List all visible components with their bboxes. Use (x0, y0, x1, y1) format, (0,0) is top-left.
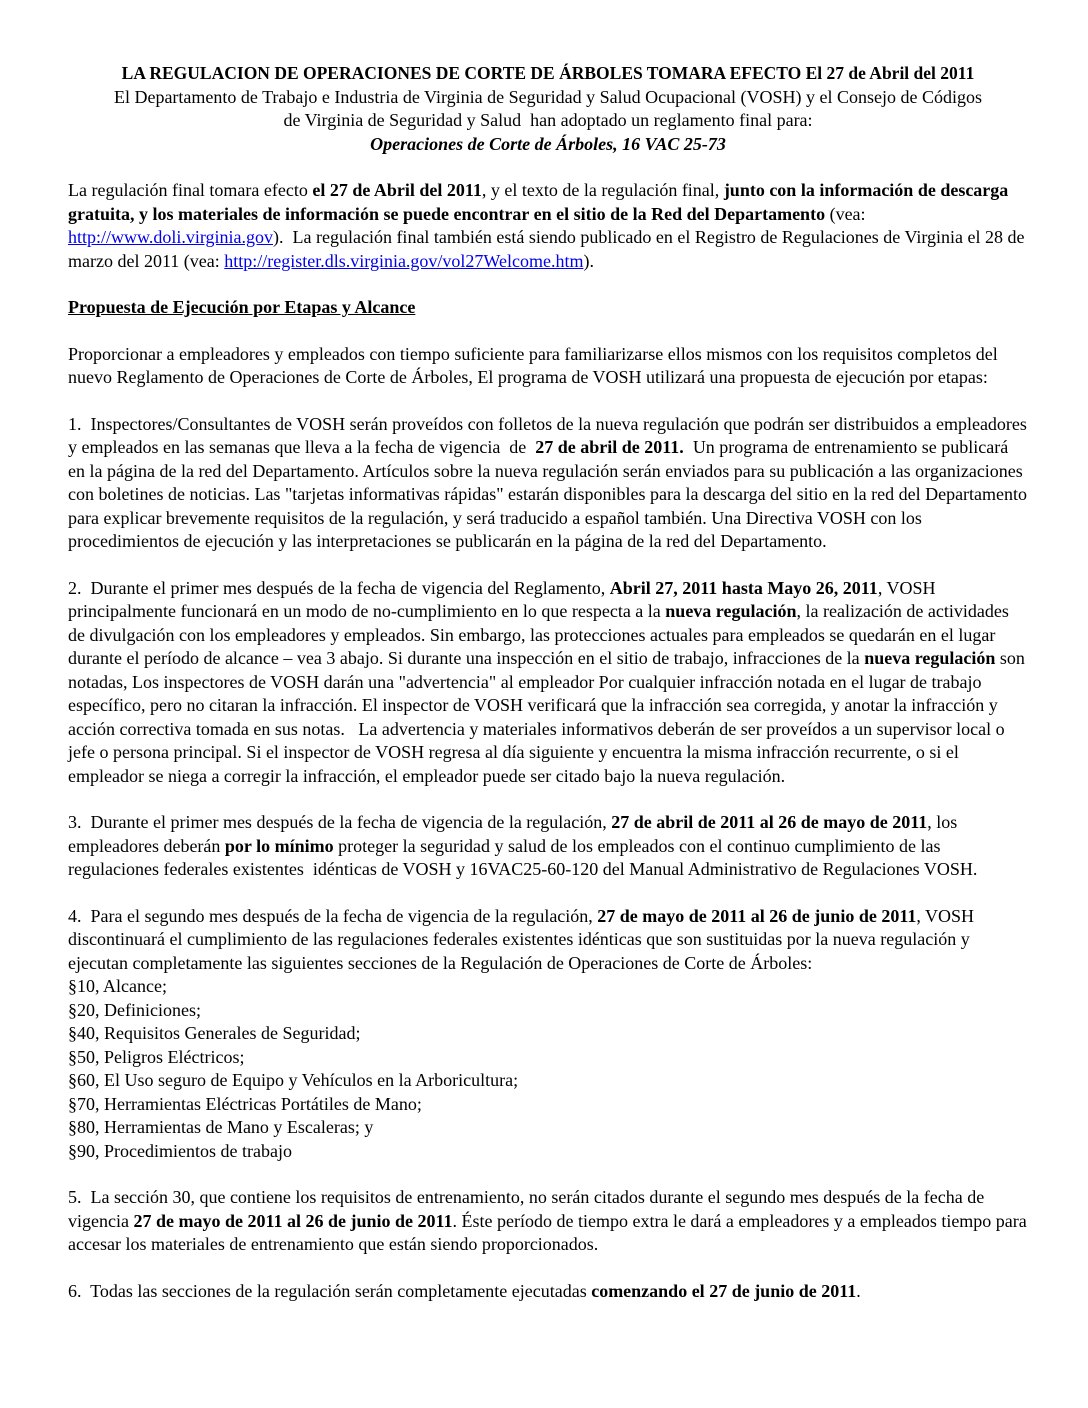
text-run: §70, Herramientas Eléctricas Portátiles de Mano; (68, 1093, 422, 1114)
document-subtitle-line-1 (68, 86, 1028, 110)
regulation-section-10 (68, 975, 1028, 999)
emphasized-text: el 27 de Abril del 2011 (312, 180, 482, 200)
regulation-section-40 (68, 1022, 1028, 1046)
text-run: , VOSH discontinuará el cumplimiento de las regulaciones federales existentes idénticas que son sustituidas por la nueva regulación y ejecutan completamente las siguientes secciones de la Regulación de Operaciones de Corte de Árboles: (68, 905, 979, 973)
text-run: 6. Todas las secciones de la regulación serán completamente ejecutadas (68, 1280, 592, 1301)
emphasized-text: comenzando el 27 de junio de 2011 (591, 1280, 857, 1301)
emphasized-text: Operaciones de Corte de Árboles, 16 VAC 25-73 (370, 133, 726, 154)
text-run: §40, Requisitos Generales de Seguridad; (68, 1023, 361, 1043)
text-run: , y el texto de la regulación final, (481, 180, 724, 200)
emphasized-text: 27 de mayo de 2011 al 26 de junio de 2011 (133, 1210, 453, 1231)
text-run: ). (583, 250, 594, 271)
text-run: Proporcionar a empleadores y empleados con tiempo suficiente para familiarizarse ellos mismos con los requisitos completos del nuevo Reglamento de Operaciones de Corte de Árboles, El programa de VOSH utilizará una propuesta de ejecución por etapas: (68, 343, 1003, 387)
text-run: (vea: (825, 203, 871, 224)
text-run: §90, Procedimientos de trabajo (68, 1140, 292, 1161)
intro-paragraph (68, 179, 1028, 273)
text-run: . (856, 1280, 861, 1301)
text-run: §50, Peligros Eléctricos; (68, 1046, 245, 1067)
text-run: de Virginia de Seguridad y Salud han adoptado un reglamento final para: (283, 110, 813, 130)
text-run: , los empleadores deberán (68, 812, 962, 856)
regulation-section-60 (68, 1069, 1028, 1093)
emphasized-text: LA REGULACION DE OPERACIONES DE CORTE DE ÁRBOLES TOMARA EFECTO El 27 de Abril del 2011 (121, 63, 975, 83)
overview-paragraph (68, 343, 1028, 390)
section-heading (68, 296, 1028, 320)
document-title (68, 62, 1028, 86)
emphasized-text: junto con la información de descarga gratuita, y los materiales de información se puede encontrar en el sitio de la Red del Departamento (68, 180, 1013, 224)
emphasized-text: 27 de abril de 2011 al 26 de mayo de 2011 (611, 812, 928, 832)
emphasized-text: nueva regulación (864, 648, 996, 668)
list-item-5 (68, 1186, 1032, 1257)
text-run: §10, Alcance; (68, 976, 167, 996)
regulation-section-20 (68, 999, 1028, 1023)
emphasized-text: 27 de abril de 2011. (535, 437, 684, 457)
list-item-2 (68, 577, 1028, 789)
text-run: ). La regulación final también está siendo publicado en el Registro de Regulaciones de Virginia el 28 de marzo del 2011 (vea: (68, 227, 1030, 271)
text-run: 1. Inspectores/Consultantes de VOSH serán proveídos con folletos de la nueva regulación que podrán ser distribuidos a empleadores y empleados en las semanas que lleva a la fecha de vigencia de (68, 413, 1032, 457)
list-item-3 (68, 811, 1028, 882)
text-run: , VOSH principalmente funcionará en un modo de no-cumplimiento en lo que respecta a la (68, 577, 940, 621)
text-run: §20, Definiciones; (68, 999, 201, 1020)
text-run: 3. Durante el primer mes después de la fecha de vigencia de la regulación, (68, 812, 612, 832)
emphasized-text: Abril 27, 2011 hasta Mayo 26, 2011 (609, 577, 878, 598)
regulation-subject-line (68, 133, 1028, 157)
document-subtitle-line-2 (68, 109, 1028, 133)
emphasized-text: nueva regulación (665, 601, 797, 621)
text-run: 2. Durante el primer mes después de la fecha de vigencia del Reglamento, (68, 577, 610, 598)
text-run: 4. Para el segundo mes después de la fecha de vigencia de la regulación, (68, 905, 598, 926)
text-run: son notadas, Los inspectores de VOSH darán una "advertencia" al empleador Por cualquier infracción notada en el lugar de trabajo específico, pero no citaran la infracción. El inspector de VOSH verificará que la infracción sea corregida, y anotar la infracción y acción correctiva tomada en sus notas. La advertencia y materiales informativos deberán de ser proveídos a un supervisor local o jefe o persona principal. Si el inspector de VOSH regresa al día siguiente y encuentra la misma infracción recurrente, o si el empleador se niega a corregir la infracción, el empleador puede ser citado bajo la nueva regulación. (68, 648, 1030, 786)
text-run: La regulación final tomara efecto (68, 180, 313, 200)
emphasized-text: 27 de mayo de 2011 al 26 de junio de 2011 (597, 905, 917, 926)
text-run: El Departamento de Trabajo e Industria de Virginia de Seguridad y Salud Ocupacional (VOSH) y el Consejo de Códigos (113, 86, 983, 107)
emphasized-text: Propuesta de Ejecución por Etapas y Alcance (68, 297, 416, 317)
emphasized-text: por lo mínimo (224, 835, 334, 856)
regulation-section-70 (68, 1093, 1028, 1117)
text-run: proteger la seguridad y salud de los empleados con el continuo cumplimiento de las regulaciones federales existentes idénticas de VOSH y 16VAC25-60-120 del Manual Administrativo de Regulaciones VOSH. (68, 835, 978, 879)
regulation-section-90 (68, 1140, 1028, 1164)
text-run: . Éste período de tiempo extra le dará a empleadores y a empleados tiempo para accesar los materiales de entrenamiento que están siendo proporcionados. (68, 1210, 1032, 1254)
text-run: , la realización de actividades de divulgación con los empleadores y empleados. Sin embargo, las protecciones actuales para empleados se quedarán en el lugar durante el período de alcance – vea 3 abajo. Si durante una inspección en el sitio de trabajo, infracciones de la (68, 601, 1014, 668)
regulation-section-50 (68, 1046, 1028, 1070)
hyperlink[interactable]: http://register.dls.virginia.gov/vol27Welcome.htm (224, 250, 584, 271)
list-item-6 (68, 1280, 1028, 1304)
hyperlink[interactable]: http://www.doli.virginia.gov (68, 227, 273, 247)
text-run: Un programa de entrenamiento se publicará en la página de la red del Departamento. Artículos sobre la nueva regulación serán enviados para su publicación a las organizaciones con boletines de noticias. Las "tarjetas informativas rápidas" estarán disponibles para la descarga del sitio en la red del Departamento para explicar brevemente requisitos de la regulación, y será traducido a español también. Una Directiva VOSH con los procedimientos de ejecución y las interpretaciones se publicarán en la página de la red del Departamento. (68, 437, 1032, 551)
text-run: §80, Herramientas de Mano y Escaleras; y (68, 1117, 374, 1137)
regulation-section-80 (68, 1116, 1028, 1140)
list-item-1 (68, 413, 1032, 554)
text-run: §60, El Uso seguro de Equipo y Vehículos en la Arboricultura; (68, 1070, 519, 1090)
text-run: 5. La sección 30, que contiene los requisitos de entrenamiento, no serán citados durante el segundo mes después de la fecha de vigencia (68, 1187, 989, 1231)
document-body (68, 62, 1032, 1303)
list-item-4 (68, 905, 1028, 976)
